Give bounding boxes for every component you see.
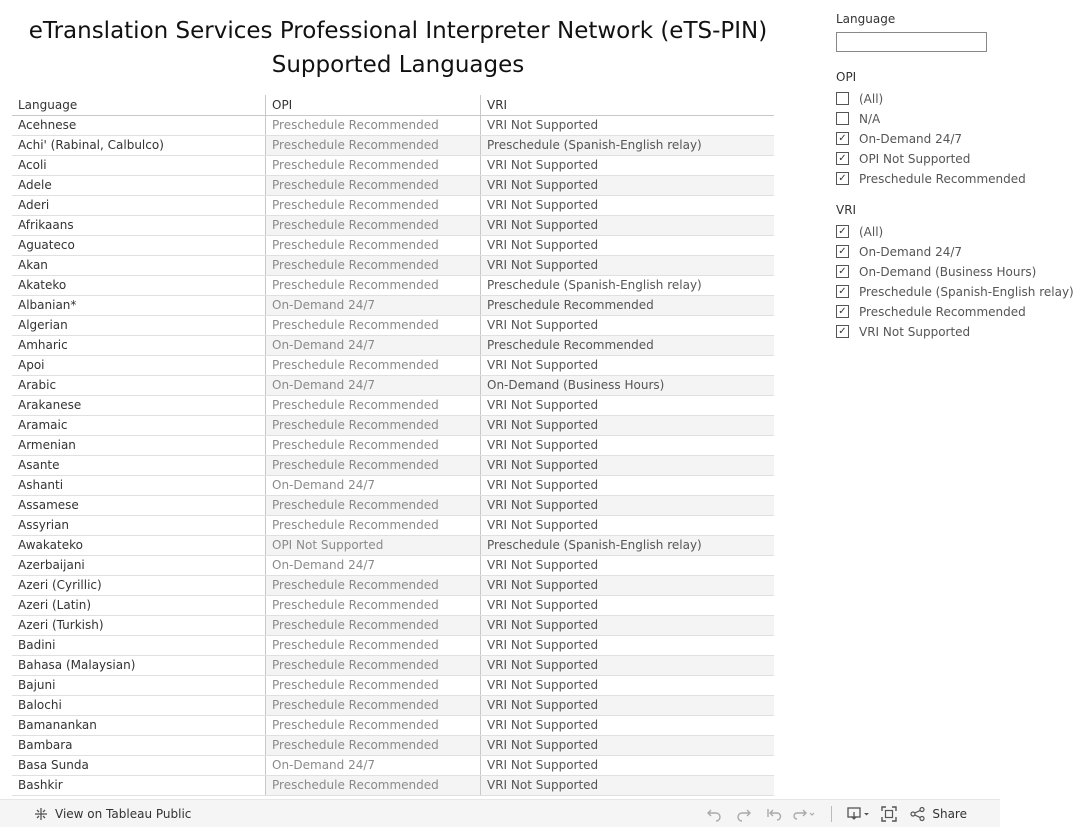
vri-filter-option-label: VRI Not Supported bbox=[859, 324, 971, 339]
cell-opi[interactable]: Preschedule Recommended bbox=[265, 736, 480, 755]
cell-language[interactable]: Albanian* bbox=[18, 298, 77, 312]
cell-vri[interactable]: VRI Not Supported bbox=[480, 636, 774, 655]
cell-vri[interactable]: VRI Not Supported bbox=[480, 696, 774, 715]
vri-filter-option-label: (All) bbox=[859, 224, 884, 239]
cell-language[interactable]: Awakateko bbox=[18, 538, 83, 552]
tableau-toolbar bbox=[0, 799, 1000, 827]
cell-vri[interactable]: VRI Not Supported bbox=[480, 656, 774, 675]
filter-panel bbox=[836, 12, 1074, 356]
cell-opi[interactable]: Preschedule Recommended bbox=[265, 716, 480, 735]
table-row[interactable] bbox=[12, 236, 774, 256]
table-row[interactable] bbox=[12, 636, 774, 656]
tableau-logo-icon bbox=[34, 807, 48, 821]
download-icon bbox=[847, 807, 871, 821]
cell-vri[interactable]: VRI Not Supported bbox=[480, 196, 774, 215]
table-row[interactable] bbox=[12, 456, 774, 476]
checkbox-checked-icon[interactable]: ✓ bbox=[836, 305, 849, 318]
cell-language[interactable]: Assyrian bbox=[18, 518, 70, 532]
table-row[interactable] bbox=[12, 516, 774, 536]
cell-language[interactable]: Bahasa (Malaysian) bbox=[18, 658, 136, 672]
cell-opi[interactable]: Preschedule Recommended bbox=[265, 236, 480, 255]
cell-vri[interactable]: VRI Not Supported bbox=[480, 776, 774, 795]
cell-opi[interactable]: Preschedule Recommended bbox=[265, 696, 480, 715]
cell-language[interactable]: Bamanankan bbox=[18, 718, 97, 732]
table-row[interactable] bbox=[12, 596, 774, 616]
language-filter-label: Language bbox=[836, 12, 896, 26]
cell-language[interactable]: Arakanese bbox=[18, 398, 82, 412]
checkbox-checked-icon[interactable]: ✓ bbox=[836, 265, 849, 278]
cell-language[interactable]: Basa Sunda bbox=[18, 758, 89, 772]
vri-filter-option[interactable] bbox=[836, 262, 1037, 282]
cell-language[interactable]: Bashkir bbox=[18, 778, 63, 792]
cell-vri[interactable]: VRI Not Supported bbox=[480, 756, 774, 775]
table-row[interactable] bbox=[12, 116, 774, 136]
cell-language[interactable]: Balochi bbox=[18, 698, 62, 712]
share-label: Share bbox=[932, 806, 967, 821]
table-row[interactable] bbox=[12, 136, 774, 156]
table-row[interactable] bbox=[12, 416, 774, 436]
cell-vri[interactable]: VRI Not Supported bbox=[480, 116, 774, 135]
cell-opi[interactable]: Preschedule Recommended bbox=[265, 576, 480, 595]
table-row[interactable] bbox=[12, 396, 774, 416]
header-vri[interactable]: VRI bbox=[480, 95, 774, 115]
cell-opi[interactable]: Preschedule Recommended bbox=[265, 176, 480, 195]
toolbar-separator bbox=[831, 806, 832, 822]
cell-opi[interactable]: On-Demand 24/7 bbox=[265, 476, 480, 495]
table-row[interactable] bbox=[12, 436, 774, 456]
download-button[interactable] bbox=[844, 803, 874, 825]
cell-language[interactable]: Acoli bbox=[18, 158, 47, 172]
table-row[interactable] bbox=[12, 616, 774, 636]
cell-vri[interactable]: VRI Not Supported bbox=[480, 556, 774, 575]
opi-filter-option-label: Preschedule Recommended bbox=[859, 171, 1026, 186]
cell-vri[interactable]: VRI Not Supported bbox=[480, 416, 774, 435]
cell-vri[interactable]: VRI Not Supported bbox=[480, 496, 774, 515]
cell-vri[interactable]: VRI Not Supported bbox=[480, 176, 774, 195]
opi-filter-option-label: On-Demand 24/7 bbox=[859, 131, 963, 146]
table-row[interactable] bbox=[12, 276, 774, 296]
table-row[interactable] bbox=[12, 216, 774, 236]
cell-language[interactable]: Armenian bbox=[18, 438, 76, 452]
cell-vri[interactable]: VRI Not Supported bbox=[480, 156, 774, 175]
cell-opi[interactable]: Preschedule Recommended bbox=[265, 656, 480, 675]
cell-vri[interactable]: VRI Not Supported bbox=[480, 436, 774, 455]
table-row[interactable] bbox=[12, 756, 774, 776]
cell-language[interactable]: Ashanti bbox=[18, 478, 64, 492]
cell-vri[interactable]: On-Demand (Business Hours) bbox=[480, 376, 774, 395]
revert-icon bbox=[766, 807, 782, 821]
cell-opi[interactable]: Preschedule Recommended bbox=[265, 316, 480, 335]
cell-opi[interactable]: On-Demand 24/7 bbox=[265, 376, 480, 395]
language-search-input[interactable] bbox=[836, 32, 987, 52]
vri-filter bbox=[836, 202, 1074, 342]
vri-filter-option-label: Preschedule Recommended bbox=[859, 304, 1026, 319]
cell-vri[interactable]: VRI Not Supported bbox=[480, 216, 774, 235]
table-row[interactable] bbox=[12, 776, 774, 796]
table-row[interactable] bbox=[12, 256, 774, 276]
fullscreen-icon bbox=[881, 806, 897, 822]
cell-vri[interactable]: VRI Not Supported bbox=[480, 236, 774, 255]
redo-icon bbox=[736, 807, 752, 821]
cell-language[interactable]: Acehnese bbox=[18, 118, 77, 132]
header-opi[interactable]: OPI bbox=[265, 95, 480, 115]
table-row[interactable] bbox=[12, 356, 774, 376]
cell-vri[interactable]: VRI Not Supported bbox=[480, 576, 774, 595]
header-language[interactable]: Language bbox=[18, 98, 78, 112]
vri-filter-label: VRI bbox=[836, 202, 857, 217]
fullscreen-button[interactable] bbox=[874, 803, 904, 825]
cell-vri[interactable]: VRI Not Supported bbox=[480, 736, 774, 755]
cell-vri[interactable]: Preschedule Recommended bbox=[480, 296, 774, 315]
cell-vri[interactable]: Preschedule (Spanish-English relay) bbox=[480, 136, 774, 155]
cell-vri[interactable]: VRI Not Supported bbox=[480, 456, 774, 475]
opi-filter-option[interactable] bbox=[836, 109, 991, 129]
languages-table[interactable] bbox=[12, 95, 774, 792]
cell-vri[interactable]: VRI Not Supported bbox=[480, 596, 774, 615]
redo-button[interactable] bbox=[729, 803, 759, 825]
vri-filter-option[interactable] bbox=[836, 302, 1026, 322]
cell-vri[interactable]: VRI Not Supported bbox=[480, 676, 774, 695]
cell-opi[interactable]: Preschedule Recommended bbox=[265, 436, 480, 455]
table-row[interactable] bbox=[12, 316, 774, 336]
toolbar-actions bbox=[699, 803, 967, 825]
opi-filter-option[interactable] bbox=[836, 89, 991, 109]
view-on-tableau-public-link[interactable] bbox=[34, 807, 191, 821]
revert-button[interactable] bbox=[759, 803, 789, 825]
page-title bbox=[12, 14, 784, 82]
table-row[interactable] bbox=[12, 536, 774, 556]
checkbox-checked-icon[interactable]: ✓ bbox=[836, 285, 849, 298]
cell-opi[interactable]: OPI Not Supported bbox=[265, 536, 480, 555]
cell-opi[interactable]: Preschedule Recommended bbox=[265, 776, 480, 795]
share-button[interactable] bbox=[910, 807, 967, 821]
vri-filter-option[interactable] bbox=[836, 282, 1074, 302]
cell-opi[interactable]: Preschedule Recommended bbox=[265, 196, 480, 215]
cell-opi[interactable]: Preschedule Recommended bbox=[265, 156, 480, 175]
table-row[interactable] bbox=[12, 656, 774, 676]
cell-opi[interactable]: On-Demand 24/7 bbox=[265, 756, 480, 775]
vri-filter-option[interactable] bbox=[836, 322, 991, 342]
refresh-button[interactable] bbox=[789, 803, 819, 825]
cell-vri[interactable]: VRI Not Supported bbox=[480, 356, 774, 375]
cell-opi[interactable]: Preschedule Recommended bbox=[265, 496, 480, 515]
vri-filter-option-label: Preschedule (Spanish-English relay) bbox=[859, 284, 1074, 299]
vri-filter-option-label: On-Demand (Business Hours) bbox=[859, 264, 1037, 279]
opi-filter-label: OPI bbox=[836, 69, 857, 84]
vri-filter-option-label: On-Demand 24/7 bbox=[859, 244, 963, 259]
title-line-1: eTranslation Services Professional Interpreter Network (eTS-PIN) bbox=[28, 18, 768, 44]
cell-opi[interactable]: Preschedule Recommended bbox=[265, 356, 480, 375]
cell-vri[interactable]: VRI Not Supported bbox=[480, 396, 774, 415]
cell-opi[interactable]: Preschedule Recommended bbox=[265, 636, 480, 655]
cell-language[interactable]: Bajuni bbox=[18, 678, 56, 692]
cell-vri[interactable]: VRI Not Supported bbox=[480, 716, 774, 735]
opi-filter bbox=[836, 69, 1026, 189]
checkbox-checked-icon[interactable]: ✓ bbox=[836, 325, 849, 338]
cell-opi[interactable]: On-Demand 24/7 bbox=[265, 336, 480, 355]
checkbox-checked-icon[interactable]: ✓ bbox=[836, 172, 849, 185]
table-row[interactable] bbox=[12, 716, 774, 736]
table-row[interactable] bbox=[12, 196, 774, 216]
checkbox-unchecked-icon[interactable] bbox=[836, 92, 849, 105]
opi-filter-option-label: N/A bbox=[859, 111, 881, 126]
table-row[interactable] bbox=[12, 676, 774, 696]
refresh-icon bbox=[793, 807, 815, 821]
table-row[interactable] bbox=[12, 576, 774, 596]
cell-vri[interactable]: Preschedule (Spanish-English relay) bbox=[480, 536, 774, 555]
opi-filter-option[interactable] bbox=[836, 129, 991, 149]
cell-language[interactable]: Aguateco bbox=[18, 238, 75, 252]
table-row[interactable] bbox=[12, 736, 774, 756]
table-row[interactable] bbox=[12, 556, 774, 576]
cell-language[interactable]: Asante bbox=[18, 458, 60, 472]
cell-opi[interactable]: Preschedule Recommended bbox=[265, 616, 480, 635]
cell-language[interactable]: Azeri (Turkish) bbox=[18, 618, 104, 632]
cell-language[interactable]: Akateko bbox=[18, 278, 67, 292]
title-line-2: Supported Languages bbox=[271, 52, 525, 78]
cell-opi[interactable]: Preschedule Recommended bbox=[265, 276, 480, 295]
cell-vri[interactable]: VRI Not Supported bbox=[480, 616, 774, 635]
cell-opi[interactable]: Preschedule Recommended bbox=[265, 596, 480, 615]
opi-filter-option[interactable] bbox=[836, 169, 1026, 189]
cell-language[interactable]: Assamese bbox=[18, 498, 79, 512]
cell-language[interactable]: Akan bbox=[18, 258, 48, 272]
table-row[interactable] bbox=[12, 336, 774, 356]
table-row[interactable] bbox=[12, 296, 774, 316]
cell-opi[interactable]: On-Demand 24/7 bbox=[265, 296, 480, 315]
cell-vri[interactable]: VRI Not Supported bbox=[480, 476, 774, 495]
cell-opi[interactable]: Preschedule Recommended bbox=[265, 456, 480, 475]
opi-filter-option[interactable] bbox=[836, 149, 991, 169]
cell-opi[interactable]: Preschedule Recommended bbox=[265, 136, 480, 155]
cell-language[interactable]: Apoi bbox=[18, 358, 45, 372]
cell-opi[interactable]: Preschedule Recommended bbox=[265, 516, 480, 535]
view-on-tableau-public-label: View on Tableau Public bbox=[55, 806, 192, 821]
cell-opi[interactable]: Preschedule Recommended bbox=[265, 116, 480, 135]
cell-opi[interactable]: Preschedule Recommended bbox=[265, 676, 480, 695]
cell-opi[interactable]: Preschedule Recommended bbox=[265, 256, 480, 275]
cell-opi[interactable]: Preschedule Recommended bbox=[265, 396, 480, 415]
checkbox-unchecked-icon[interactable] bbox=[836, 112, 849, 125]
cell-vri[interactable]: VRI Not Supported bbox=[480, 316, 774, 335]
cell-vri[interactable]: Preschedule Recommended bbox=[480, 336, 774, 355]
cell-language[interactable]: Badini bbox=[18, 638, 56, 652]
cell-vri[interactable]: VRI Not Supported bbox=[480, 516, 774, 535]
undo-button[interactable] bbox=[699, 803, 729, 825]
vri-filter-option[interactable] bbox=[836, 242, 991, 262]
checkbox-checked-icon[interactable]: ✓ bbox=[836, 152, 849, 165]
cell-language[interactable]: Bambara bbox=[18, 738, 73, 752]
cell-language[interactable]: Azeri (Latin) bbox=[18, 598, 92, 612]
cell-language[interactable]: Aramaic bbox=[18, 418, 68, 432]
cell-language[interactable]: Amharic bbox=[18, 338, 68, 352]
vri-filter-option[interactable] bbox=[836, 222, 991, 242]
cell-opi[interactable]: On-Demand 24/7 bbox=[265, 556, 480, 575]
cell-language[interactable]: Azerbaijani bbox=[18, 558, 85, 572]
undo-icon bbox=[706, 807, 722, 821]
cell-language[interactable]: Algerian bbox=[18, 318, 68, 332]
cell-language[interactable]: Azeri (Cyrillic) bbox=[18, 578, 102, 592]
cell-language[interactable]: Achi' (Rabinal, Calbulco) bbox=[18, 138, 164, 152]
table-body bbox=[12, 116, 774, 796]
table-row[interactable] bbox=[12, 476, 774, 496]
opi-filter-option-label: (All) bbox=[859, 91, 884, 106]
cell-language[interactable]: Aderi bbox=[18, 198, 50, 212]
cell-vri[interactable]: Preschedule (Spanish-English relay) bbox=[480, 276, 774, 295]
cell-language[interactable]: Adele bbox=[18, 178, 52, 192]
table-row[interactable] bbox=[12, 176, 774, 196]
share-icon bbox=[910, 807, 926, 821]
checkbox-checked-icon[interactable]: ✓ bbox=[836, 132, 849, 145]
checkbox-checked-icon[interactable]: ✓ bbox=[836, 225, 849, 238]
opi-filter-option-label: OPI Not Supported bbox=[859, 151, 971, 166]
cell-opi[interactable]: Preschedule Recommended bbox=[265, 216, 480, 235]
cell-vri[interactable]: VRI Not Supported bbox=[480, 256, 774, 275]
table-row[interactable] bbox=[12, 696, 774, 716]
cell-language[interactable]: Arabic bbox=[18, 378, 57, 392]
table-row[interactable] bbox=[12, 156, 774, 176]
cell-opi[interactable]: Preschedule Recommended bbox=[265, 416, 480, 435]
checkbox-checked-icon[interactable]: ✓ bbox=[836, 245, 849, 258]
table-header bbox=[12, 95, 774, 116]
table-row[interactable] bbox=[12, 496, 774, 516]
table-row[interactable] bbox=[12, 376, 774, 396]
cell-language[interactable]: Afrikaans bbox=[18, 218, 74, 232]
